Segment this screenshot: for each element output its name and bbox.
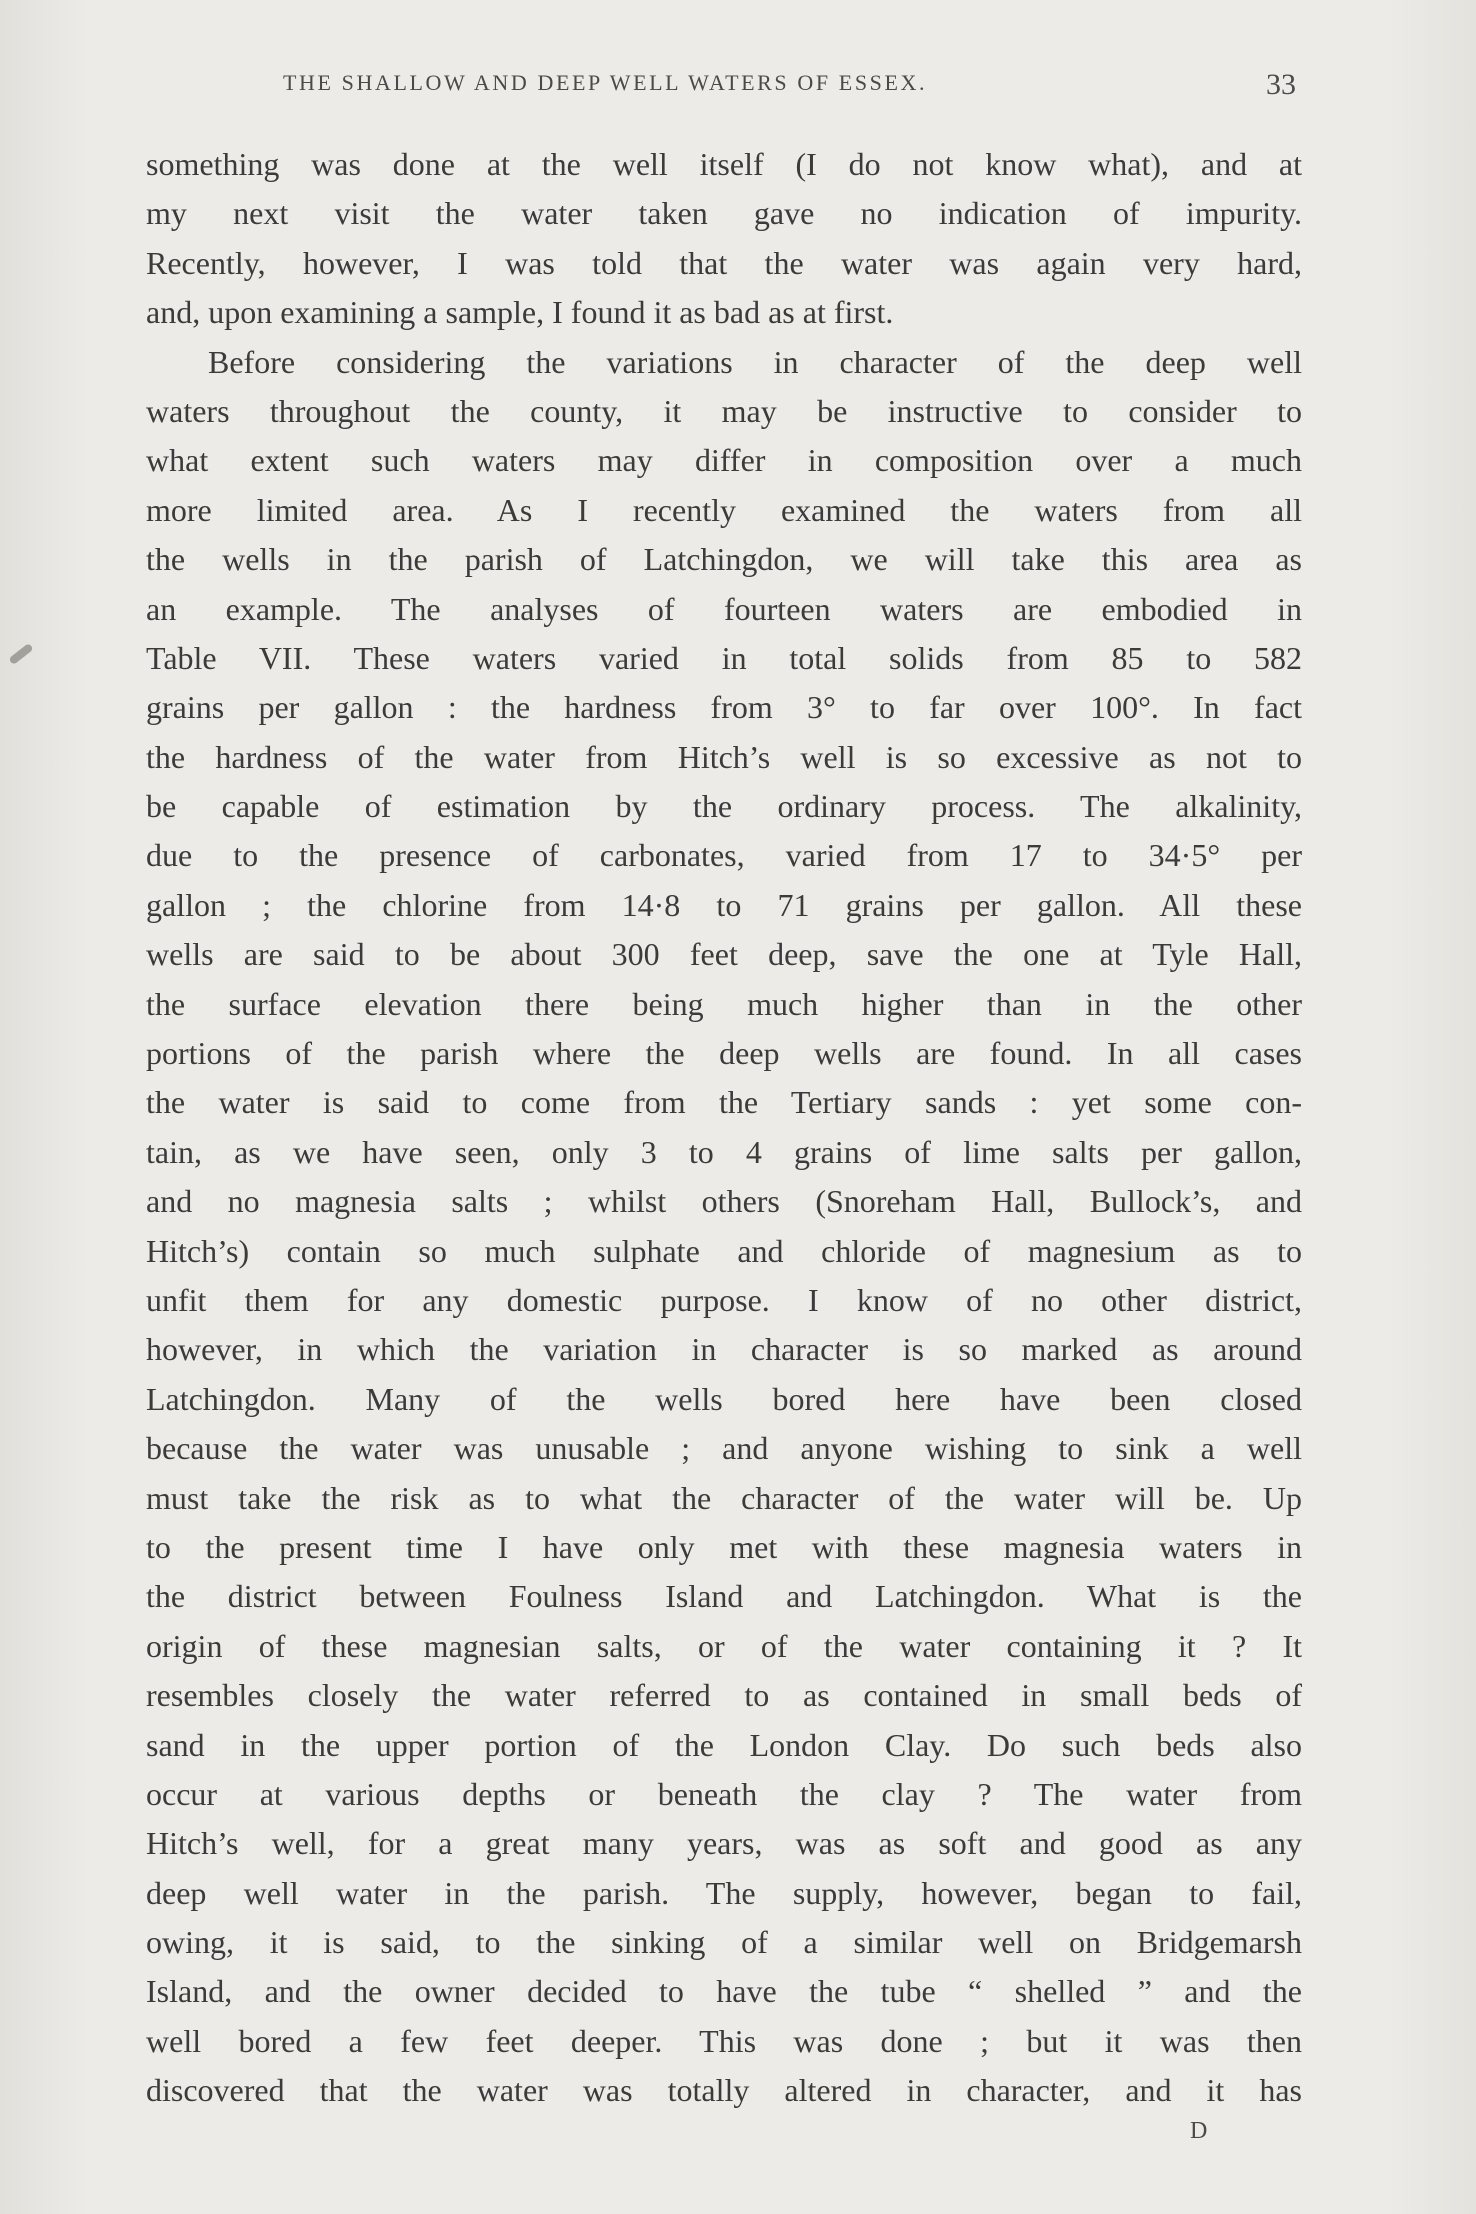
text-line: grains per gallon : the hardness from 3° to far over 100°. In fact (146, 689, 1302, 726)
text-line: however, in which the variation in character is so marked as around (146, 1331, 1302, 1368)
text-line: origin of these magnesian salts, or of the water containing it ? It (146, 1627, 1302, 1664)
margin-pencil-mark (8, 643, 33, 665)
running-title: THE SHALLOW AND DEEP WELL WATERS OF ESSEX. (283, 70, 928, 95)
text-line: because the water was unusable ; and anyone wishing to sink a well (146, 1430, 1302, 1467)
text-line: the wells in the parish of Latchingdon, we will take this area as (146, 541, 1302, 578)
page-number: 33 (1266, 68, 1296, 101)
text-line: discovered that the water was totally altered in character, and it has (146, 2072, 1302, 2109)
text-line: the water is said to come from the Tertiary sands : yet some con- (146, 1084, 1302, 1121)
text-line: and, upon examining a sample, I found it as bad as at first. (146, 294, 894, 331)
text-line: Table VII. These waters varied in total solids from 85 to 582 (146, 639, 1302, 676)
text-line: portions of the parish where the deep wells are found. In all cases (146, 1035, 1302, 1072)
text-line: Hitch’s) contain so much sulphate and chloride of magnesium as to (146, 1232, 1302, 1269)
text-line: the district between Foulness Island and Latchingdon. What is the (146, 1578, 1302, 1615)
text-line: due to the presence of carbonates, varied from 17 to 34·5° per (146, 837, 1302, 874)
text-line: tain, as we have seen, only 3 to 4 grains of lime salts per gallon, (146, 1133, 1302, 1170)
signature-mark: D (1190, 2118, 1209, 2144)
text-line: waters throughout the county, it may be instructive to consider to (146, 392, 1302, 429)
text-line: Island, and the owner decided to have the tube “ shelled ” and the (146, 1973, 1302, 2010)
text-line: well bored a few feet deeper. This was done ; but it was then (146, 2022, 1302, 2059)
text-line: something was done at the well itself (I do not know what), and at (146, 146, 1302, 182)
text-line: occur at various depths or beneath the clay ? The water from (146, 1775, 1302, 1812)
text-line: Latchingdon. Many of the wells bored here have been closed (146, 1380, 1302, 1417)
text-line: Recently, however, I was told that the water was again very hard, (146, 244, 1302, 281)
text-line: resembles closely the water referred to as contained in small beds of (146, 1677, 1302, 1714)
text-line: must take the risk as to what the character of the water will be. Up (146, 1479, 1302, 1516)
text-line: what extent such waters may differ in composition over a much (146, 442, 1302, 479)
text-line: gallon ; the chlorine from 14·8 to 71 grains per gallon. All these (146, 886, 1302, 923)
text-line: an example. The analyses of fourteen waters are embodied in (146, 590, 1302, 627)
body-text (146, 140, 1302, 2116)
text-line: more limited area. As I recently examined the waters from all (146, 491, 1302, 528)
text-line: be capable of estimation by the ordinary process. The alkalinity, (146, 788, 1302, 825)
text-line: sand in the upper portion of the London Clay. Do such beds also (146, 1726, 1302, 1763)
text-line: my next visit the water taken gave no indication of impurity. (146, 195, 1302, 232)
paragraph-first-line: Before considering the variations in character of the deep well (208, 343, 1302, 380)
text-line: deep well water in the parish. The supply, however, began to fail, (146, 1874, 1302, 1911)
text-line: unfit them for any domestic purpose. I know of no other district, (146, 1281, 1302, 1318)
text-line: the hardness of the water from Hitch’s well is so excessive as not to (146, 738, 1302, 775)
text-line: owing, it is said, to the sinking of a similar well on Bridgemarsh (146, 1924, 1302, 1961)
text-line: wells are said to be about 300 feet deep, save the one at Tyle Hall, (146, 936, 1302, 973)
text-line: to the present time I have only met with these magnesia waters in (146, 1528, 1302, 1565)
text-line: and no magnesia salts ; whilst others (Snoreham Hall, Bullock’s, and (146, 1183, 1302, 1220)
text-line: the surface elevation there being much higher than in the other (146, 985, 1302, 1022)
text-line: Hitch’s well, for a great many years, was as soft and good as any (146, 1825, 1302, 1862)
